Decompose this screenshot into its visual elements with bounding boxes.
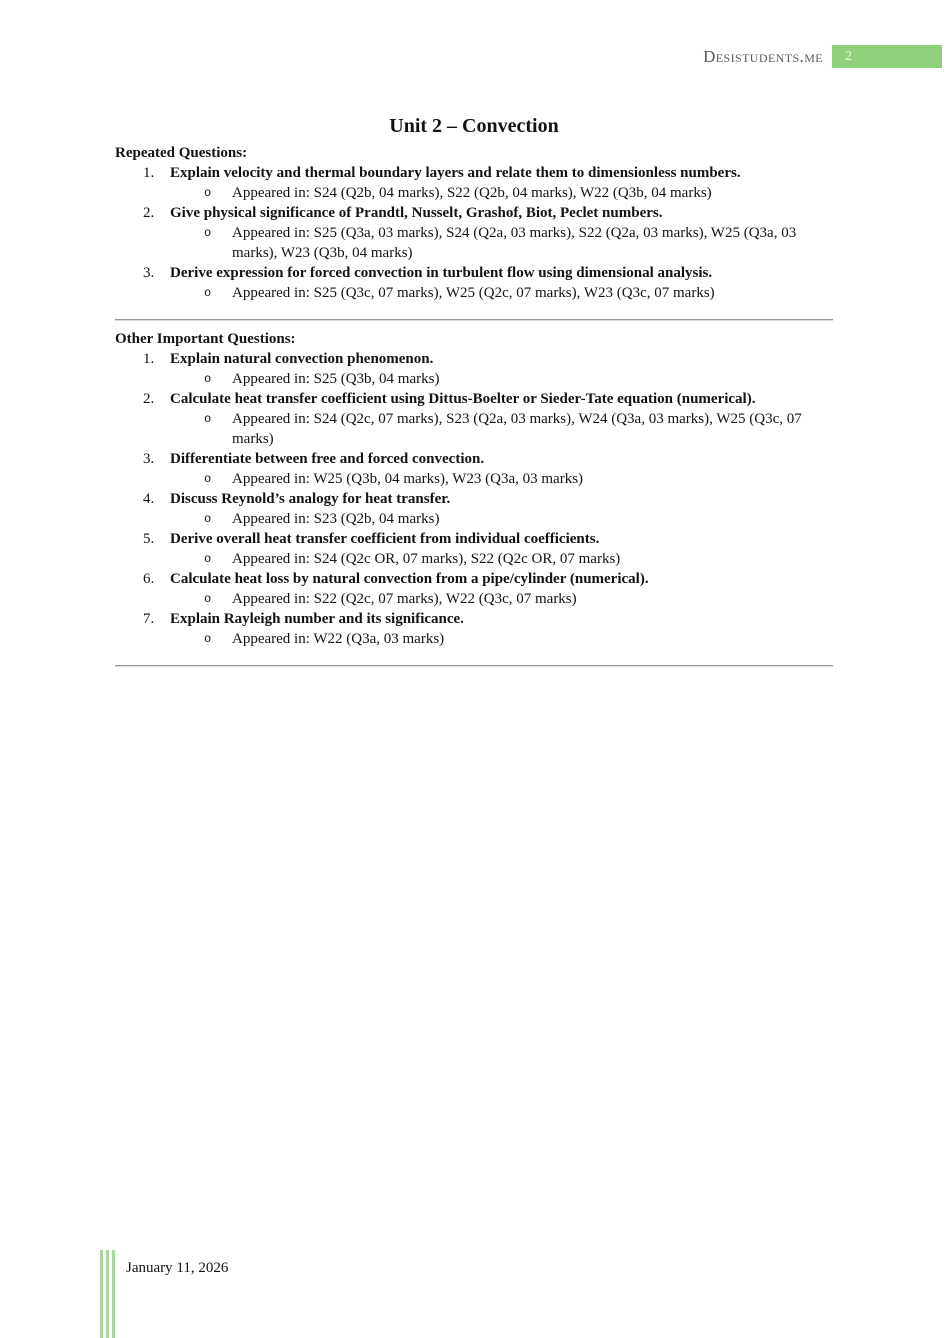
site-name: Desistudents.me	[703, 46, 823, 66]
section-repeated-questions	[115, 143, 833, 303]
section-divider	[115, 319, 833, 320]
appeared-row	[115, 183, 833, 203]
appeared-text: Appeared in: S23 (Q2b, 04 marks)	[232, 511, 440, 527]
question-text: Explain Rayleigh number and its significance.	[170, 611, 464, 627]
circle-bullet: o	[204, 186, 212, 200]
question-number: 1.	[143, 165, 155, 181]
question-item	[115, 203, 833, 223]
question-text: Explain natural convection phenomenon.	[170, 351, 434, 367]
appeared-text: Appeared in: S25 (Q3a, 03 marks), S24 (Q2a, 03 marks), S22 (Q2a, 03 marks), W25 (Q3a, 03 marks), W23 (Q3b, 04 marks)	[232, 225, 797, 261]
question-item	[115, 529, 833, 549]
question-item	[115, 569, 833, 589]
green-bar	[106, 1250, 109, 1338]
question-number: 4.	[143, 491, 155, 507]
question-number: 7.	[143, 611, 155, 627]
circle-bullet: o	[204, 412, 212, 426]
circle-bullet: o	[204, 372, 212, 386]
appeared-text: Appeared in: S22 (Q2c, 07 marks), W22 (Q3c, 07 marks)	[232, 591, 577, 607]
document-body	[115, 114, 833, 675]
question-item	[115, 263, 833, 283]
question-number: 2.	[143, 205, 155, 221]
appeared-text: Appeared in: S25 (Q3b, 04 marks)	[232, 371, 440, 387]
question-item	[115, 163, 833, 183]
appeared-text: Appeared in: W25 (Q3b, 04 marks), W23 (Q3a, 03 marks)	[232, 471, 584, 487]
question-number: 6.	[143, 571, 155, 587]
appeared-row	[115, 283, 833, 303]
appeared-text: Appeared in: S25 (Q3c, 07 marks), W25 (Q2c, 07 marks), W23 (Q3c, 07 marks)	[232, 285, 715, 301]
page-number-badge: 2	[832, 45, 942, 68]
appeared-text: Appeared in: S24 (Q2c OR, 07 marks), S22 (Q2c OR, 07 marks)	[232, 551, 621, 567]
question-text: Explain velocity and thermal boundary layers and relate them to dimensionless numbers.	[170, 165, 741, 181]
circle-bullet: o	[204, 286, 212, 300]
question-number: 3.	[143, 265, 155, 281]
appeared-row	[115, 629, 833, 649]
appeared-row	[115, 409, 833, 449]
document-title: Unit 2 – Convection	[389, 115, 559, 137]
question-number: 5.	[143, 531, 155, 547]
question-text: Calculate heat transfer coefficient using Dittus-Boelter or Sieder-Tate equation (numerical).	[170, 391, 756, 407]
circle-bullet: o	[204, 472, 212, 486]
question-text: Calculate heat loss by natural convection from a pipe/cylinder (numerical).	[170, 571, 649, 587]
section-divider	[115, 665, 833, 666]
appeared-text: Appeared in: S24 (Q2c, 07 marks), S23 (Q2a, 03 marks), W24 (Q3a, 03 marks), W25 (Q3c, 07 marks)	[232, 411, 802, 447]
appeared-row	[115, 509, 833, 529]
question-item	[115, 389, 833, 409]
question-text: Give physical significance of Prandtl, Nusselt, Grashof, Biot, Peclet numbers.	[170, 205, 663, 221]
circle-bullet: o	[204, 632, 212, 646]
question-text: Derive expression for forced convection in turbulent flow using dimensional analysis.	[170, 265, 713, 281]
section-heading: Other Important Questions:	[115, 331, 296, 347]
appeared-row	[115, 223, 833, 263]
appeared-row	[115, 469, 833, 489]
question-number: 2.	[143, 391, 155, 407]
question-number: 3.	[143, 451, 155, 467]
question-text: Discuss Reynold’s analogy for heat transfer.	[170, 491, 451, 507]
decorative-green-bars	[100, 1250, 115, 1338]
question-number: 1.	[143, 351, 155, 367]
footer-date: January 11, 2026	[126, 1260, 229, 1276]
green-bar	[112, 1250, 115, 1338]
circle-bullet: o	[204, 512, 212, 526]
appeared-row	[115, 549, 833, 569]
appeared-row	[115, 589, 833, 609]
circle-bullet: o	[204, 226, 212, 240]
question-text: Differentiate between free and forced convection.	[170, 451, 485, 467]
question-item	[115, 489, 833, 509]
question-text: Derive overall heat transfer coefficient from individual coefficients.	[170, 531, 600, 547]
question-item	[115, 609, 833, 629]
circle-bullet: o	[204, 592, 212, 606]
page-header	[0, 45, 942, 68]
section-heading: Repeated Questions:	[115, 145, 248, 161]
green-bar	[100, 1250, 103, 1338]
circle-bullet: o	[204, 552, 212, 566]
appeared-row	[115, 369, 833, 389]
question-item	[115, 449, 833, 469]
question-item	[115, 349, 833, 369]
section-other-important-questions	[115, 329, 833, 649]
appeared-text: Appeared in: S24 (Q2b, 04 marks), S22 (Q2b, 04 marks), W22 (Q3b, 04 marks)	[232, 185, 712, 201]
appeared-text: Appeared in: W22 (Q3a, 03 marks)	[232, 631, 445, 647]
